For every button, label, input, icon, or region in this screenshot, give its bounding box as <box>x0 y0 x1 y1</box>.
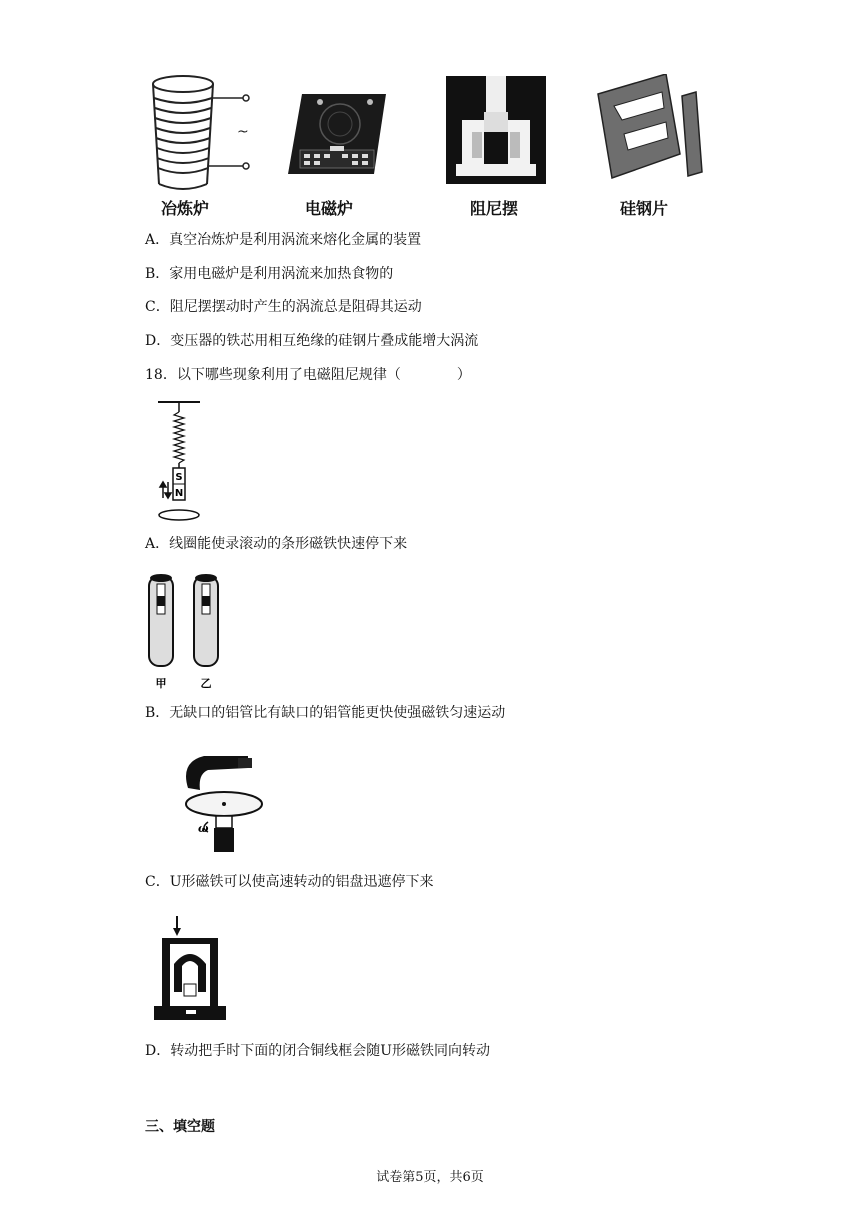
q17-option-d: D．变压器的铁芯用相互绝缘的硅钢片叠成能增大涡流 <box>145 333 479 349</box>
section-3-title: 三、填空题 <box>145 1119 215 1135</box>
q18-option-a: A．线圈能使录滚动的条形磁铁快速停下来 <box>145 536 408 552</box>
omega-label: ω <box>198 822 209 835</box>
q17-option-c: C．阻尼摆摆动时产生的涡流总是阻碍其运动 <box>145 299 422 315</box>
figure-d-copper-frame <box>150 914 230 1026</box>
figure-b-aluminum-tubes <box>146 570 226 692</box>
magnet-s-label: S <box>175 472 183 483</box>
page-footer: 试卷第5页，共6页 <box>376 1170 484 1185</box>
caption-damping-pendulum: 阻尼摆 <box>469 199 518 218</box>
magnet-n-label: N <box>174 488 184 499</box>
q18-option-c: C．U形磁铁可以使高速转动的铝盘迅遮停下来 <box>145 874 434 890</box>
figure-smelting-furnace <box>145 72 265 192</box>
tube-label-yi: 乙 <box>200 677 212 690</box>
q17-option-b: B．家用电磁炉是利用涡流来加热食物的 <box>145 266 394 282</box>
figure-silicon-steel <box>592 74 706 186</box>
q18-option-d: D．转动把手时下面的闭合铜线框会随U形磁铁同向转动 <box>145 1043 491 1059</box>
figure-a-spring-magnet <box>150 398 210 524</box>
svg-text:~: ~ <box>237 124 249 140</box>
caption-silicon-steel: 硅钢片 <box>619 199 668 218</box>
caption-smelting-furnace: 冶炼炉 <box>160 199 209 218</box>
figure-c-aluminum-disc <box>178 748 278 858</box>
tube-label-jia: 甲 <box>155 677 167 690</box>
figure-induction-cooker <box>282 88 392 184</box>
caption-induction-cooker: 电磁炉 <box>304 199 353 218</box>
q18-stem: 18．以下哪些现象利用了电磁阻尼规律（ ） <box>145 367 471 383</box>
figure-damping-pendulum <box>446 76 546 184</box>
q18-option-b: B．无缺口的铝管比有缺口的铝管能更快使强磁铁匀速运动 <box>145 705 506 721</box>
q17-option-a: A．真空冶炼炉是利用涡流来熔化金属的装置 <box>145 232 422 248</box>
